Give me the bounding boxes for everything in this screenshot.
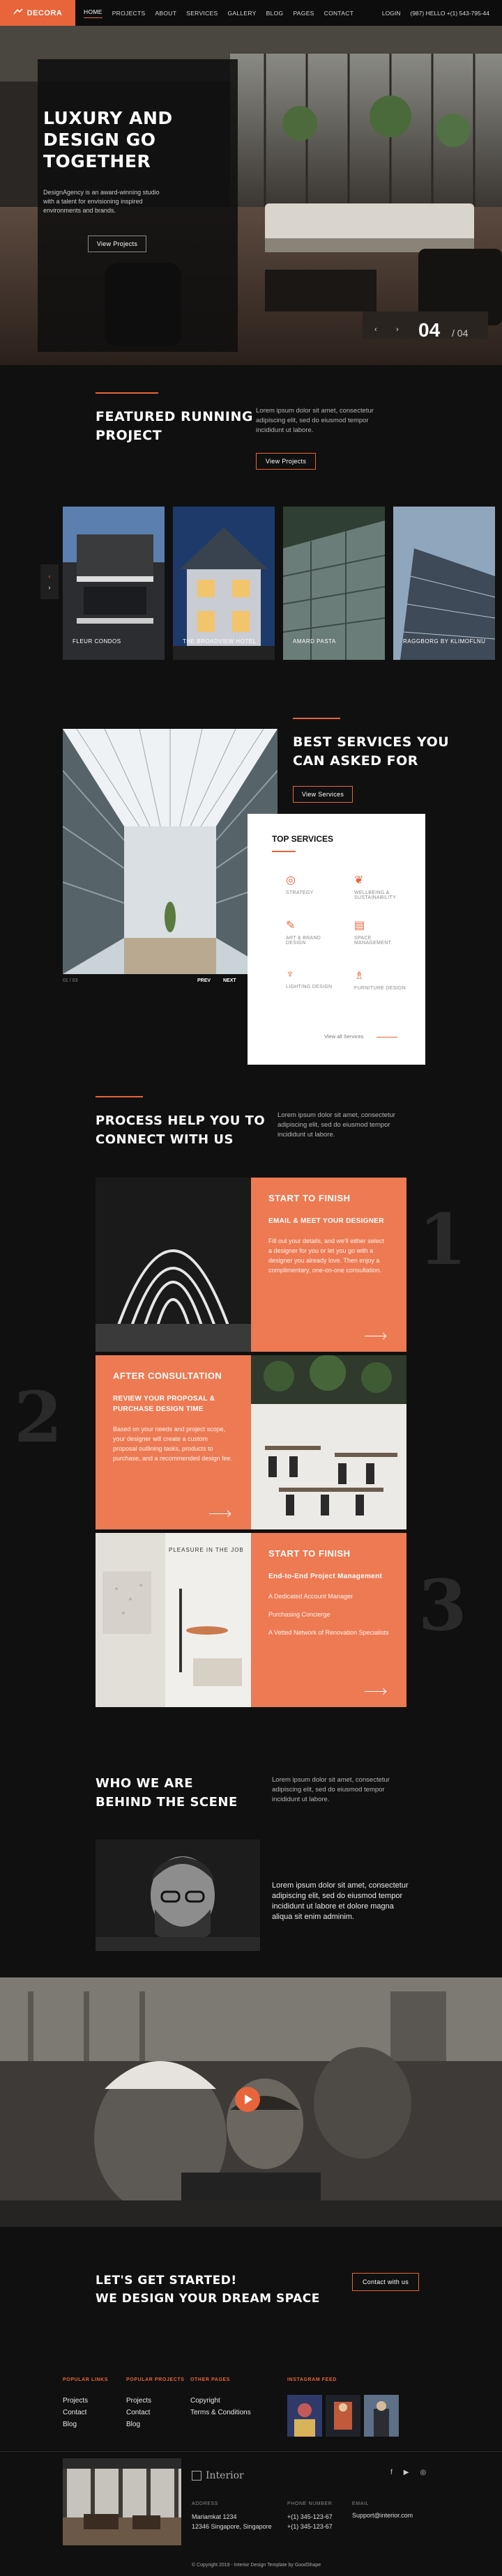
hero-title: [43, 107, 173, 172]
service-item[interactable]: [286, 969, 342, 989]
instagram-icon[interactable]: ◎: [420, 2469, 427, 2476]
address-line: 12346 Singapore, Singapore: [192, 2523, 272, 2530]
slide-total: / 04: [452, 327, 469, 339]
palette-icon: ✎: [286, 920, 296, 932]
nav-contact[interactable]: (987) HELLO +(1) 543-795-44: [410, 9, 489, 17]
step-number: 3: [418, 1564, 467, 1646]
step-number: 1: [418, 1198, 467, 1281]
project-caption: FLEUR CONDOS: [73, 638, 121, 645]
menu-about[interactable]: ABOUT: [155, 9, 177, 17]
step-1-image: [96, 1178, 251, 1352]
phone-line[interactable]: +(1) 345-123-67: [287, 2523, 333, 2530]
process-body: Lorem ipsum dolor sit amet, consectetur adipiscing elit, sed do eiusmod tempor incididunt ut labore.: [277, 1111, 395, 1139]
services-image: [63, 729, 277, 974]
footer-link[interactable]: Blog: [63, 2421, 77, 2428]
project-cards: [63, 507, 495, 660]
project-image: [173, 507, 275, 660]
footer-other-pages: [190, 2374, 251, 2419]
featured-view-projects-button[interactable]: View Projects: [256, 453, 316, 470]
step-subtitle: End-to-End Project Management: [268, 1573, 383, 1580]
brand-icon: [192, 2471, 201, 2481]
project-card[interactable]: [63, 507, 165, 660]
lamp-icon: ♆: [286, 969, 295, 980]
footer-divider: [0, 2451, 502, 2452]
project-card[interactable]: [393, 507, 495, 660]
about-body: Lorem ipsum dolor sit amet, consectetur adipiscing elit, sed do eiusmod tempor incididunt ut labore.: [272, 1776, 390, 1803]
play-button[interactable]: [235, 2087, 260, 2112]
process-title: [96, 1111, 265, 1149]
logo-icon: [13, 8, 23, 17]
cta-line-1: LET'S GET STARTED!: [96, 2274, 237, 2288]
service-item[interactable]: [354, 969, 410, 991]
about-quote: Lorem ipsum dolor sit amet, consectetur adipiscing elit, sed do eiusmod tempor incididunt ut labore et dolore magna aliqua sit enim adminim.: [272, 1881, 409, 1921]
brand-name: Interior: [206, 2470, 244, 2481]
service-label: ART & BRAND DESIGN: [286, 936, 321, 946]
step-subtitle: REVIEW YOUR PROPOSAL & PURCHASE DESIGN TIME: [113, 1395, 215, 1413]
hero-next-icon[interactable]: ›: [396, 325, 399, 334]
footer-link[interactable]: Blog: [126, 2421, 141, 2428]
services-title-line-1: BEST SERVICES YOU: [293, 734, 450, 750]
step-arrow-icon[interactable]: [209, 1513, 230, 1514]
project-image: [283, 507, 385, 660]
hero-view-projects-button[interactable]: View Projects: [88, 236, 146, 252]
featured-title-line-1: FEATURED RUNNING: [96, 409, 253, 424]
service-label: WELLBEING & SUSTAINABILITY: [354, 890, 397, 900]
footer-popular-projects: [126, 2374, 185, 2430]
footer-col-title: INSTAGRAM FEED: [287, 2377, 337, 2382]
about-title-line-2: BEHIND THE SCENE: [96, 1795, 238, 1810]
footer-link[interactable]: Projects: [126, 2397, 152, 2405]
service-item[interactable]: [286, 918, 342, 946]
step-arrow-icon[interactable]: [365, 1691, 386, 1692]
services-prev[interactable]: PREV: [197, 978, 211, 983]
leaf-icon: ❦: [354, 874, 364, 886]
hero-body: DesignAgency is an award-winning studio with a talent for envisioning inspired environments and brands.: [43, 189, 160, 214]
footer-brand[interactable]: [192, 2470, 244, 2481]
social-icons: [390, 2469, 426, 2476]
step-2-image: [251, 1355, 406, 1529]
slider-prev-icon[interactable]: ‹: [48, 573, 51, 580]
step-3-image: [96, 1533, 251, 1707]
about-title-line-1: WHO WE ARE: [96, 1776, 193, 1791]
instagram-photo[interactable]: [326, 2395, 360, 2437]
step-bullet: Purchasing Concierge: [268, 1611, 330, 1618]
process-title-line-1: PROCESS HELP YOU TO: [96, 1113, 266, 1128]
logo[interactable]: [0, 0, 75, 26]
menu-gallery[interactable]: GALLERY: [227, 9, 257, 17]
footer-instagram: [287, 2374, 337, 2395]
services-title: [293, 733, 449, 771]
step-title: START TO FINISH: [268, 1193, 351, 1203]
target-icon: ◎: [286, 874, 296, 886]
instagram-photo[interactable]: [287, 2395, 322, 2437]
phones: [287, 2512, 333, 2531]
project-image: [393, 507, 495, 660]
phone-line[interactable]: +(1) 345-123-67: [287, 2513, 333, 2520]
view-services-button[interactable]: View Services: [293, 786, 353, 803]
services-title-line-2: CAN ASKED FOR: [293, 753, 418, 769]
step-body: Fill out your details, and we'll either select a designer for you or let you go with a designer you already love. Then enjoy a complimentary, one-on-one consultation.: [268, 1237, 384, 1274]
footer-col-title: OTHER PAGES: [190, 2377, 231, 2382]
service-item[interactable]: [354, 918, 410, 946]
step-bullet: A Vetted Network of Renovation Specialists: [268, 1629, 389, 1636]
service-item[interactable]: [354, 873, 410, 900]
process-rule: [96, 1096, 143, 1097]
step-body: Based on your needs and project scope, your designer will create a custom proposal outlining tasks, products to purchase, and a recommended design fee.: [113, 1426, 233, 1462]
phone-label: PHONE NUMBER: [287, 2501, 333, 2506]
main-menu: [84, 0, 353, 26]
featured-body: Lorem ipsum dolor sit amet, consectetur adipiscing elit, sed do eiusmod tempor incididunt ut labore.: [256, 407, 374, 434]
email-label: EMAIL: [352, 2501, 370, 2506]
step-3-sign: PLEASURE IN THE JOB: [169, 1547, 244, 1553]
address-label: ADDRESS: [192, 2501, 219, 2506]
address-line: Mariamkat 1234: [192, 2513, 237, 2520]
project-caption: THE BROADVIEW HOTEL: [183, 638, 257, 645]
step-title: AFTER CONSULTATION: [113, 1371, 222, 1381]
step-3-card: [251, 1533, 406, 1707]
footer-col-title: POPULAR PROJECTS: [126, 2377, 185, 2382]
about-title: [96, 1774, 238, 1812]
footer-link[interactable]: Contact: [126, 2409, 151, 2416]
logo-text: DECORA: [26, 8, 63, 17]
hero-title-line-1: LUXURY AND: [43, 108, 173, 128]
menu-pages[interactable]: PAGES: [293, 9, 314, 17]
project-card[interactable]: [173, 507, 275, 660]
menu-services[interactable]: SERVICES: [186, 9, 218, 17]
featured-title: [96, 408, 253, 445]
menu-projects[interactable]: PROJECTS: [112, 9, 146, 17]
hero-prev-icon[interactable]: ‹: [374, 325, 377, 334]
footer-col-title: POPULAR LINKS: [63, 2377, 108, 2382]
slider-next-icon[interactable]: ›: [48, 584, 51, 591]
login-link[interactable]: LOGIN: [381, 9, 401, 17]
hero-title-line-3: TOGETHER: [43, 151, 151, 171]
step-2-card: [96, 1355, 251, 1529]
cta-title: [96, 2272, 320, 2308]
project-caption: RAGGBORG BY KLIMOFLNU: [403, 638, 486, 645]
youtube-icon[interactable]: ▶: [403, 2469, 409, 2476]
menu-home[interactable]: HOME: [84, 8, 102, 18]
featured-title-line-2: PROJECT: [96, 428, 162, 443]
step-number: 2: [14, 1376, 63, 1458]
service-label: SPACE MANAGEMENT: [354, 936, 392, 946]
service-label: STRATEGY: [286, 890, 314, 895]
step-title: START TO FINISH: [268, 1548, 351, 1559]
menu-contact[interactable]: CONTACT: [324, 9, 354, 17]
services-pager: 01 / 03: [63, 978, 78, 983]
top-nav: [0, 0, 502, 26]
step-1-card: [251, 1178, 406, 1352]
footer-link[interactable]: Contact: [63, 2409, 87, 2416]
footer-link[interactable]: Terms & Conditions: [190, 2409, 251, 2416]
chair-icon: ♗: [354, 970, 365, 982]
menu-blog[interactable]: BLOG: [266, 9, 284, 17]
contact-button[interactable]: Contact with us: [352, 2273, 419, 2291]
step-bullet: A Dedicated Account Manager: [268, 1593, 353, 1600]
footer-image: [63, 2458, 181, 2545]
services-rule: [293, 718, 340, 719]
instagram-photo[interactable]: [364, 2395, 399, 2437]
cta-line-2: WE DESIGN YOUR DREAM SPACE: [96, 2292, 320, 2306]
copyright: © Copyright 2019 - Interior Design Template by GoodShape: [192, 2563, 321, 2568]
play-icon: [245, 2095, 252, 2104]
slider-arrows: [40, 564, 59, 599]
top-services-rule: [272, 851, 296, 852]
facebook-icon[interactable]: f: [390, 2469, 393, 2476]
email[interactable]: Support@interior.com: [352, 2512, 413, 2519]
nav-right: [382, 0, 489, 26]
services-next[interactable]: NEXT: [223, 978, 236, 983]
step-subtitle: EMAIL & MEET YOUR DESIGNER: [268, 1217, 384, 1225]
footer-link[interactable]: Projects: [63, 2397, 89, 2405]
footer-link[interactable]: Copyright: [190, 2397, 220, 2405]
project-caption: AMARD PASTA: [293, 638, 336, 645]
shelves-icon: ▤: [354, 920, 365, 932]
top-services-title: TOP SERVICES: [272, 834, 334, 844]
hero-title-line-2: DESIGN GO: [43, 130, 156, 150]
process-title-line-2: CONNECT WITH US: [96, 1132, 234, 1147]
about-portrait: [96, 1840, 260, 1951]
address: [192, 2512, 272, 2531]
featured-rule: [96, 392, 158, 394]
service-label: FURNITURE DESIGN: [354, 986, 406, 991]
service-label: LIGHTING DESIGN: [286, 985, 333, 989]
footer-popular-links: [63, 2374, 108, 2430]
project-card[interactable]: [283, 507, 385, 660]
project-image: [63, 507, 165, 660]
view-all-services-link[interactable]: View all Services: [324, 1033, 364, 1040]
service-item[interactable]: [286, 873, 342, 895]
slide-current: 04: [418, 319, 441, 341]
view-all-arrow-icon[interactable]: [376, 1037, 397, 1038]
